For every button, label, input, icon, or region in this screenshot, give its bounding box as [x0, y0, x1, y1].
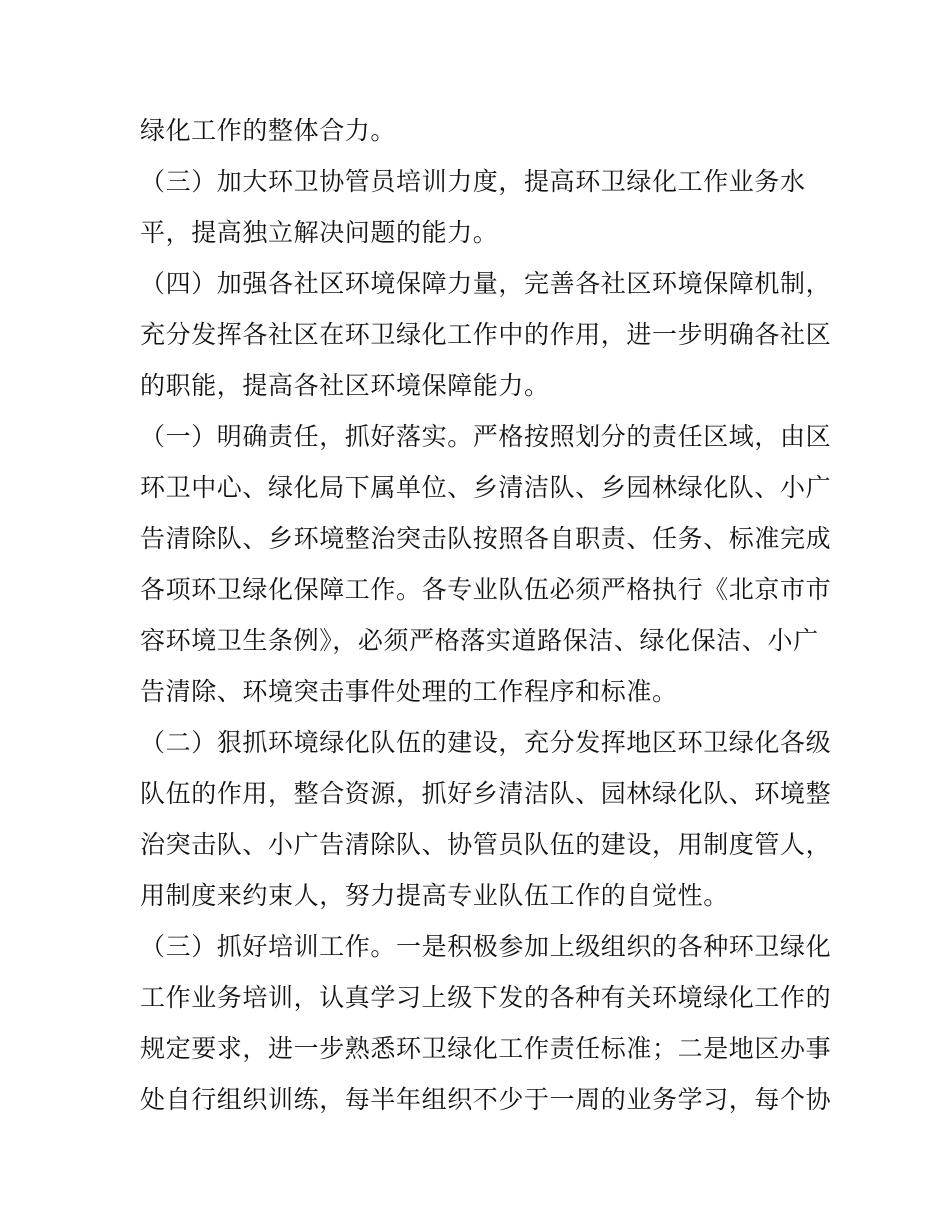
text-line: 告清除队、乡环境整治突击队按照各自职责、任务、标准完成	[140, 524, 832, 553]
text-line: 各项环卫绿化保障工作。各专业队伍必须严格执行《北京市市	[140, 575, 832, 604]
text-line: 平，提高独立解决问题的能力。	[140, 218, 499, 247]
text-line: 用制度来约束人，努力提高专业队伍工作的自觉性。	[140, 881, 729, 910]
text-line: 队伍的作用，整合资源，抓好乡清洁队、园林绿化队、环境整	[140, 779, 832, 808]
text-line: 工作业务培训，认真学习上级下发的各种有关环境绿化工作的	[140, 983, 832, 1012]
text-line: 告清除、环境突击事件处理的工作程序和标准。	[140, 677, 678, 706]
text-line: （二）狠抓环境绿化队伍的建设，充分发挥地区环卫绿化各级	[140, 728, 832, 757]
text-line: 的职能，提高各社区环境保障能力。	[140, 371, 550, 400]
text-line: （三）抓好培训工作。一是积极参加上级组织的各种环卫绿化	[140, 932, 832, 961]
text-line: （一）明确责任，抓好落实。严格按照划分的责任区域，由区	[140, 422, 832, 451]
text-line: 充分发挥各社区在环卫绿化工作中的作用，进一步明确各社区	[140, 320, 832, 349]
text-line: 规定要求，进一步熟悉环卫绿化工作责任标准；二是地区办事	[140, 1034, 832, 1063]
text-line: 容环境卫生条例》，必须严格落实道路保洁、绿化保洁、小广	[140, 626, 819, 655]
text-line: 治突击队、小广告清除队、协管员队伍的建设，用制度管人，	[140, 830, 832, 859]
text-line: 环卫中心、绿化局下属单位、乡清洁队、乡园林绿化队、小广	[140, 473, 832, 502]
text-line: 绿化工作的整体合力。	[140, 116, 397, 145]
text-line: 处自行组织训练，每半年组织不少于一周的业务学习，每个协	[140, 1085, 832, 1114]
text-line: （三）加大环卫协管员培训力度，提高环卫绿化工作业务水	[140, 167, 806, 196]
document-body	[140, 105, 832, 1125]
text-line: （四）加强各社区环境保障力量，完善各社区环境保障机制，	[140, 269, 832, 298]
